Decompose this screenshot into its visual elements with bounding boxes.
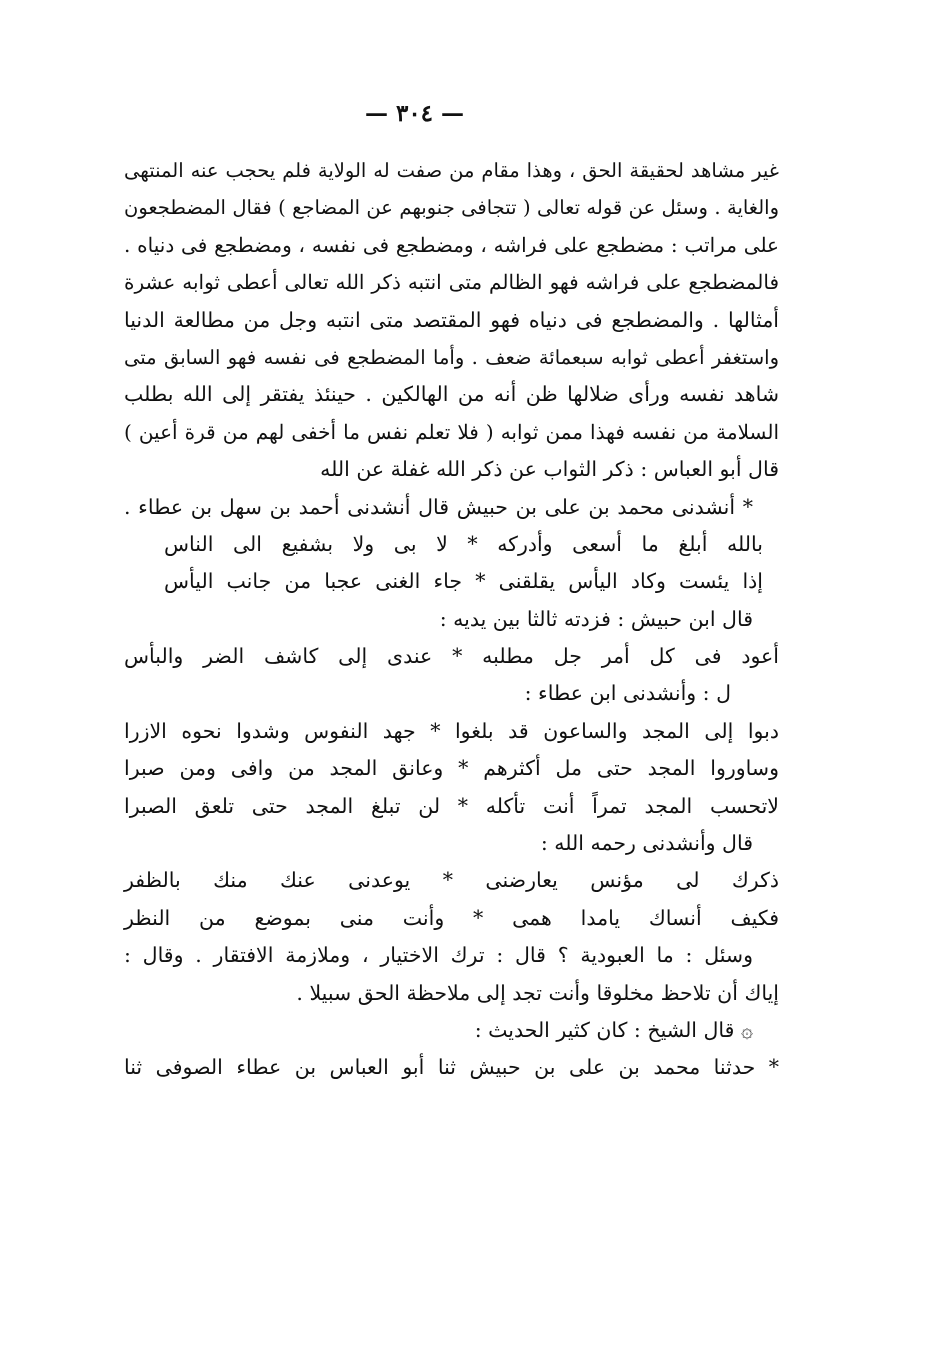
text-line: قال أبو العباس : ذكر الثواب عن ذكر الله غفلة عن الله xyxy=(320,457,779,482)
text-line: السلامة من نفسه فهذا ممن ثوابه ( فلا تعلم نفس ما أخفى لهم من قرة أعين ) xyxy=(124,419,779,444)
body-text xyxy=(124,152,779,1087)
text-line: قال وأنشدنى رحمه الله : xyxy=(540,831,753,856)
verse-line: فكيف أنساك يامدا همى * وأنت منى بموضع من النظر xyxy=(124,905,779,930)
verse-line: دبوا إلى المجد والساعون قد بلغوا * جهد النفوس وشدوا نحوه الازرا xyxy=(124,718,779,743)
text-line: وسئل : ما العبودية ؟ قال : ترك الاختيار ، وملازمة الافتقار . وقال : xyxy=(124,943,753,968)
text-line: واستغفر أعطى ثوابه سبعمائة ضعف . وأما المضطجع فى نفسه فهو السابق متى xyxy=(124,345,779,369)
text-line: شاهد نفسه ورأى ضلالها ظن أنه من الهالكين . حينئذ يفتقر إلى الله بطلب xyxy=(124,382,779,407)
page-number: — ٣٠٤ — xyxy=(364,100,465,127)
text-line: * حدثنا محمد بن على بن حبيش ثنا أبو العباس بن عطاء الصوفى ثنا xyxy=(124,1055,779,1080)
text-line: قال ابن حبيش : فزدته ثالثا بين يديه : xyxy=(439,606,753,631)
verse-line: وساوروا المجد حتى مل أكثرهم * وعانق المجد من وافى ومن صبرا xyxy=(124,756,779,781)
verse-line: بالله أبلغ ما أسعى وأدركه * لا بى ولا بشفيع الى الناس xyxy=(164,531,763,556)
text-line: * أنشدنى محمد بن على بن حبيش قال أنشدنى أحمد بن سهل بن عطاء . xyxy=(124,494,753,519)
verse-line: أعود فى كل أمر جل مطلبه * عندى إلى كاشف الضر والبأس xyxy=(124,644,779,669)
text-line: ۞ قال الشيخ : كان كثير الحديث : xyxy=(474,1017,753,1042)
text-line: غير مشاهد لحقيقة الحق ، وهذا مقام من صفت له الولاية فلم يحجب عنه المنتهى xyxy=(124,159,779,182)
text-line: والغاية . وسئل عن قوله تعالى ( تتجافى جنوبهم عن المضاجع ) فقال المضطجعون xyxy=(124,196,779,220)
verse-line: ذكرك لى مؤنس يعارضنى * يوعدنى عنك منك بالظفر xyxy=(124,868,779,893)
verse-line: إذا يئست وكاد اليأس يقلقنى * جاء الغنى عجبا من جانب اليأس xyxy=(164,569,763,594)
text-line: على مراتب : مضطجع على فراشه ، ومضطجع فى نفسه ، ومضطجع فى دنياه . xyxy=(124,232,779,257)
text-line: فالمضطجع على فراشه فهو الظالم متى انتبه ذكر الله تعالى أعطى ثوابه عشرة xyxy=(124,270,779,295)
text-line: إياك أن تلاحظ مخلوقا وأنت تجد إلى ملاحظة الحق سبيلا . xyxy=(296,980,779,1005)
verse-line: لاتحسب المجد تمراً أنت تأكله * لن تبلغ المجد حتى تلعق الصبرا xyxy=(124,793,779,818)
text-line: أمثالها . والمضطجع فى دنياه فهو المقتصد متى انتبه وجل من مطالعة الدنيا xyxy=(124,307,779,332)
text-line: ل : وأنشدنى ابن عطاء : xyxy=(524,681,731,706)
